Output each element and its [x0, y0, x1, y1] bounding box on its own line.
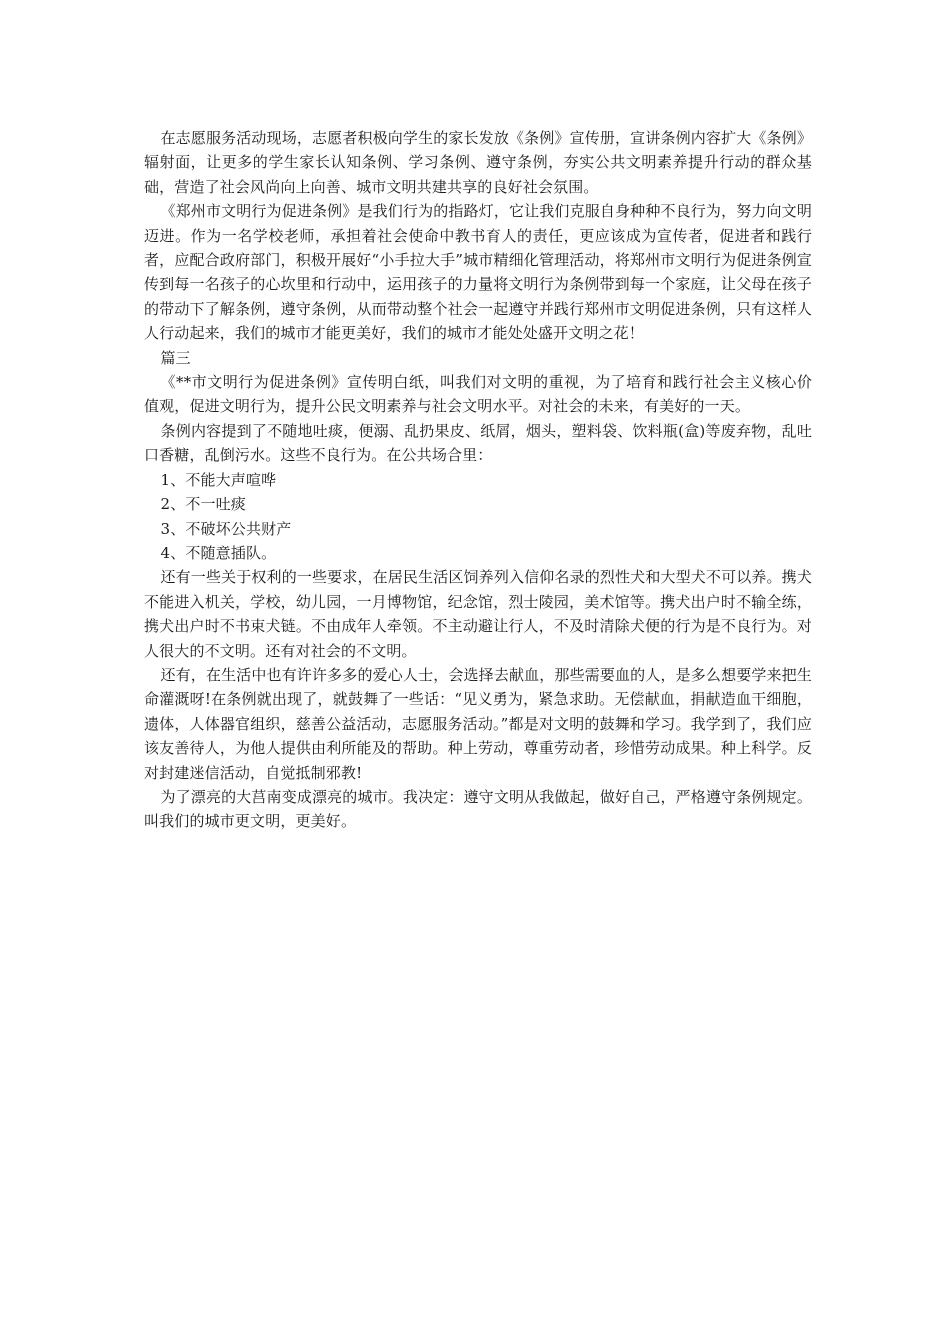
paragraph-dog-rules: 还有一些关于权利的一些要求，在居民生活区饲养列入信仰名录的烈性犬和大型犬不可以养。携犬不能进入机关，学校，幼儿园，一月博物馆，纪念馆，烈士陵园，美术馆等。携犬出户时不输全练，携犬出户时不书束犬链。不由成年人牵领。不主动避让行人，不及时清除犬便的行为是不良行为。对人很大的不文明。还有对社会的不文明。: [144, 568, 812, 660]
paragraph-zhengzhou-regulation: 《郑州市文明行为促进条例》是我们行为的指路灯，它让我们克服自身种种不良行为，努力向文明迈进。作为一名学校老师，承担着社会使命中教书育人的责任，更应该成为宣传者，促进者和践行者，应配合政府部门，积极开展好“小手拉大手”城市精细化管理活动，将郑州市文明行为促进条例宣传到每一名孩子的心坎里和行动中，运用孩子的力量将文明行为条例带到每一个家庭，让父母在孩子的带动下了解条例，遵守条例，从而带动整个社会一起遵守并践行郑州市文明促进条例，只有这样人人行动起来，我们的城市才能更美好，我们的城市才能处处盛开文明之花！: [144, 202, 812, 343]
document-body: [144, 126, 812, 834]
section-heading-part3: 篇三: [160, 348, 191, 367]
list-item: 1、不能大声喧哗: [160, 470, 277, 489]
paragraph-leaflet-intro: 《**市文明行为促进条例》宣传明白纸，叫我们对文明的重视，为了培育和践行社会主义核心价值观，促进文明行为，提升公民文明素养与社会文明水平。对社会的未来，有美好的一天。: [144, 373, 812, 416]
list-item: 2、不一吐痰: [160, 495, 246, 514]
paragraph-blood-donation: 还有，在生活中也有许许多多的爱心人士，会选择去献血，那些需要血的人，是多么想要学来把生命灌溉呀!在条例就出现了，就鼓舞了一些话：“见义勇为，紧急求助。无偿献血，捐献造血干细胞，遗体，人体器官组织，慈善公益活动，志愿服务活动。”都是对文明的鼓舞和学习。我学到了，我们应该友善待人，为他人提供由利所能及的帮助。种上劳动，尊重劳动者，珍惜劳动成果。种上科学。反对封建迷信活动，自觉抵制邪教!: [144, 665, 812, 782]
paragraph-volunteer-activity: 在志愿服务活动现场，志愿者积极向学生的家长发放《条例》宣传册，宣讲条例内容扩大《条例》辐射面，让更多的学生家长认知条例、学习条例、遵守条例，夯实公共文明素养提升行动的群众基础，营造了社会风尚向上向善、城市文明共建共享的良好社会氛围。: [144, 129, 812, 196]
list-item: 3、不破坏公共财产: [160, 519, 292, 538]
paragraph-bad-behaviors: 条例内容提到了不随地吐痰，便溺、乱扔果皮、纸屑，烟头，塑料袋、饮料瓶(盒)等废弃物，乱吐口香糖，乱倒污水。这些不良行为。在公共场合里：: [144, 421, 812, 465]
list-item: 4、不随意插队。: [160, 543, 277, 562]
paragraph-conclusion: 为了漂亮的大莒南变成漂亮的城市。我决定：遵守文明从我做起，做好自己，严格遵守条例规定。叫我们的城市更文明，更美好。: [144, 787, 812, 831]
